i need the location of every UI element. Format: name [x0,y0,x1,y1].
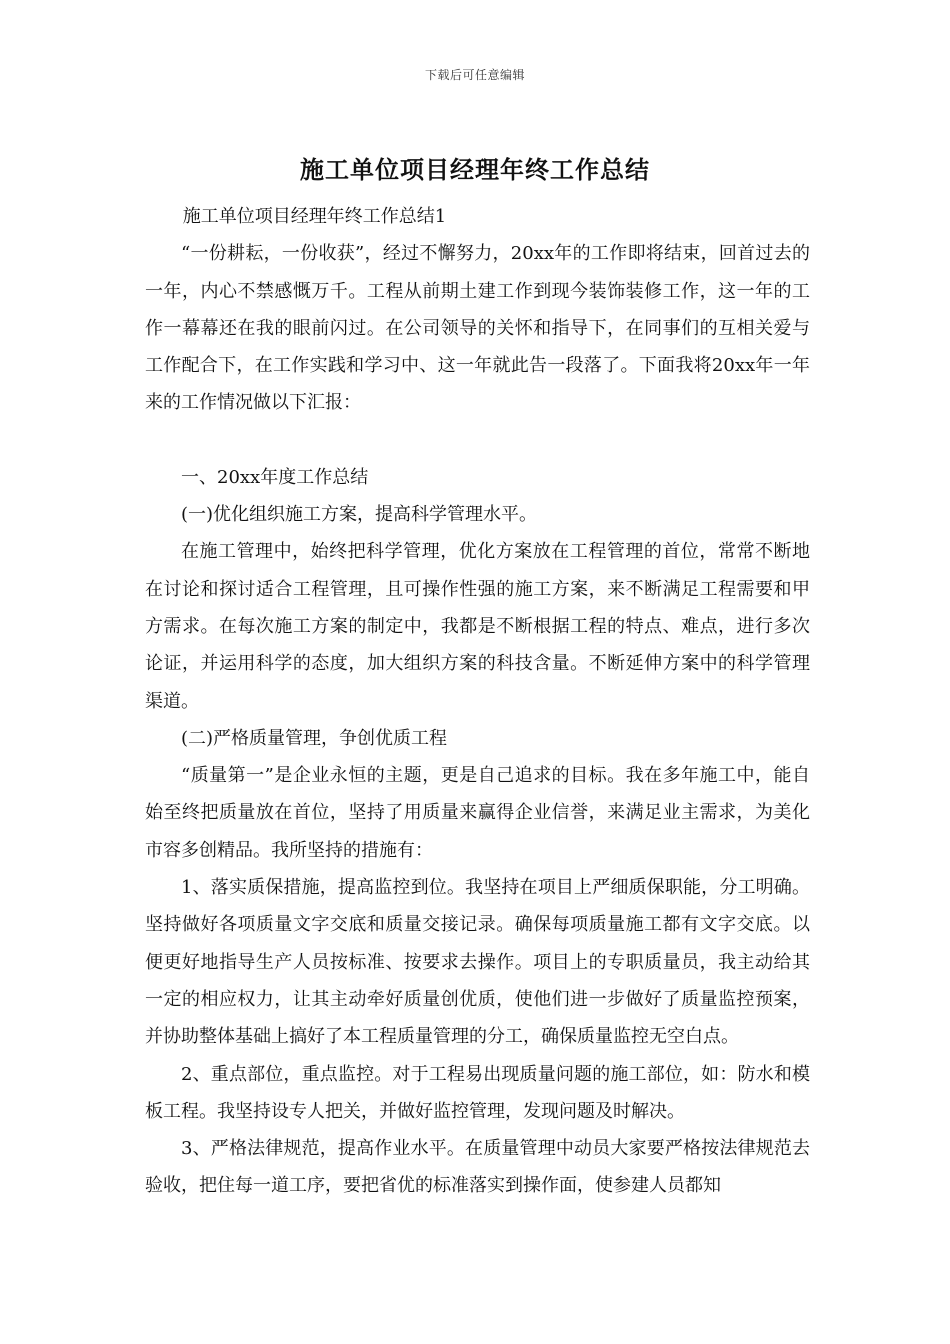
document-title: 施工单位项目经理年终工作总结 [300,155,650,184]
body-paragraph: 在施工管理中，始终把科学管理，优化方案放在工程管理的首位，常常不断地在讨论和探讨适合工程管理，且可操作性强的施工方案，来不断满足工程需要和甲方需求。在每次施工方案的制定中，我都是不断根据工程的特点、难点，进行多次论证，并运用科学的态度，加大组织方案的科技含量。不断延伸方案中的科学管理渠道。 [145,541,810,712]
document-body [145,198,810,1205]
header-note: 下载后可任意编辑 [424,68,525,82]
list-item: 3、严格法律规范，提高作业水平。在质量管理中动员大家要严格按法律规范去验收，把住每一道工序，要把省优的标准落实到操作面，使参建人员都知 [145,1138,810,1197]
list-item: 2、重点部位，重点监控。对于工程易出现质量问题的施工部位，如：防水和模板工程。我坚持设专人把关，并做好监控管理，发现问题及时解决。 [145,1063,810,1122]
section-heading: 一、20xx年度工作总结 [181,466,369,488]
section-subtitle: 施工单位项目经理年终工作总结1 [182,206,447,227]
blank-line [145,422,810,459]
body-paragraph: “质量第一”是企业永恒的主题，更是自己追求的目标。我在多年施工中，能自始至终把质量放在首位，坚持了用质量来赢得企业信誉，来满足业主需求，为美化市容多创精品。我所坚持的措施有： [145,765,810,861]
subsection-heading-2: (二)严格质量管理，争创优质工程 [181,727,448,749]
subsection-heading-1: (一)优化组织施工方案，提高科学管理水平。 [181,504,538,526]
list-item: 1、落实质保措施，提高监控到位。我坚持在项目上严细质保职能，分工明确。坚持做好各项质量文字交底和质量交接记录。确保每项质量施工都有文字交底。以便更好地指导生产人员按标准、按要求去操作。项目上的专职质量员，我主动给其一定的相应权力，让其主动牵好质量创优质，使他们进一步做好了质量监控预案，并协助整体基础上搞好了本工程质量管理的分工，确保质量监控无空白点。 [145,877,810,1048]
intro-paragraph: “一份耕耘，一份收获”，经过不懈努力，20xx年的工作即将结束，回首过去的一年，内心不禁感慨万千。工程从前期土建工作到现今装饰装修工作，这一年的工作一幕幕还在我的眼前闪过。在公司领导的关怀和指导下，在同事们的互相关爱与工作配合下，在工作实践和学习中、这一年就此告一段落了。下面我将20xx年一年来的工作情况做以下汇报： [145,243,810,414]
